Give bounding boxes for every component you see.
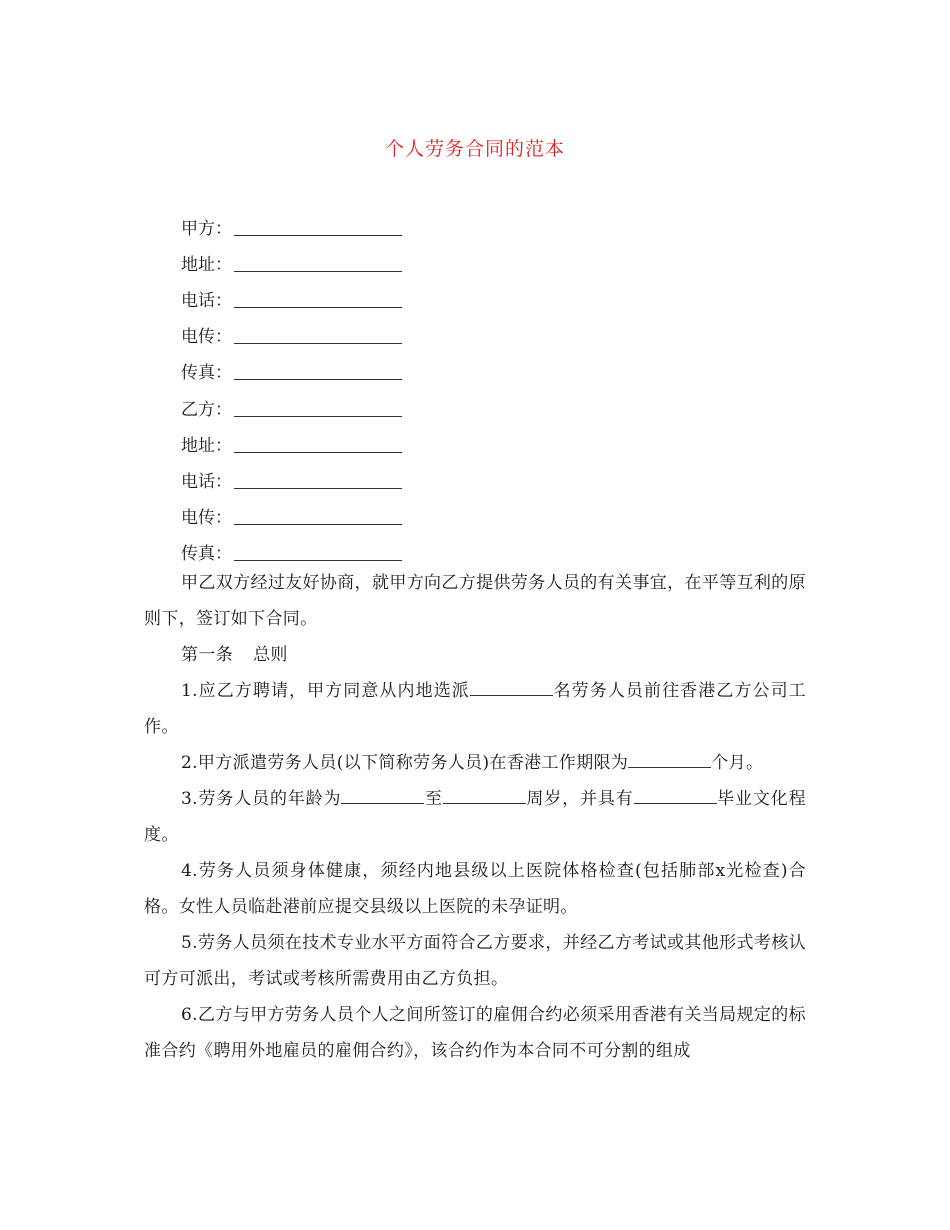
article-heading (144, 637, 806, 673)
blank-line (234, 257, 402, 272)
clause-5: 5.劳务人员须在技术专业水平方面符合乙方要求，并经乙方考试或其他形式考核认可方可派出，考试或考核所需费用由乙方负担。 (144, 933, 806, 989)
clause-text: 毕业文化程度。 (144, 789, 806, 845)
blank-line (443, 788, 526, 804)
party-a-phone-field (181, 280, 402, 316)
blank-line (234, 293, 402, 308)
clause-2 (144, 745, 806, 781)
party-a-telex-field (181, 317, 402, 353)
blank-line (341, 788, 424, 804)
blank-line (234, 510, 402, 525)
field-label: 传真： (181, 544, 232, 565)
contract-body (144, 565, 806, 1069)
blank-line (234, 329, 402, 344)
party-b-address-field (181, 425, 402, 461)
intro-paragraph: 甲乙双方经过友好协商，就甲方向乙方提供劳务人员的有关事宜，在平等互利的原则下，签订如下合同。 (144, 573, 806, 629)
document-title: 个人劳务合同的范本 (384, 138, 565, 160)
field-label: 电话： (181, 471, 232, 492)
party-b-name-field (181, 389, 402, 425)
blank-line (234, 221, 402, 236)
party-a-address-field (181, 244, 402, 280)
field-label: 地址： (181, 254, 232, 275)
party-b-phone-field (181, 461, 402, 497)
party-b-telex-field (181, 498, 402, 534)
article-name: 总则 (253, 645, 288, 665)
blank-line (234, 474, 402, 489)
article-number: 第一条 (181, 645, 234, 665)
clause-text: 至 (424, 789, 443, 809)
blank-line (234, 546, 402, 561)
field-label: 甲方： (181, 218, 232, 239)
blank-line (628, 752, 711, 768)
field-label: 电传： (181, 508, 232, 529)
field-label: 地址： (181, 435, 232, 456)
field-label: 乙方： (181, 399, 232, 420)
clause-text: 1.应乙方聘请，甲方同意从内地选派 (181, 681, 470, 701)
blank-line (234, 402, 402, 417)
blank-line (234, 438, 402, 453)
clause-text: 3.劳务人员的年龄为 (181, 789, 342, 809)
clause-1 (144, 673, 806, 745)
clause-3 (144, 781, 806, 853)
blank-line (470, 680, 553, 696)
party-a-name-field (181, 208, 402, 244)
clause-text: 周岁，并具有 (525, 789, 634, 809)
clause-text: 2.甲方派遣劳务人员(以下简称劳务人员)在香港工作期限为 (181, 753, 629, 773)
field-label: 电话： (181, 290, 232, 311)
clause-6: 6.乙方与甲方劳务人员个人之间所签订的雇佣合约必须采用香港有关当局规定的标准合约《聘用外地雇员的雇佣合约》，该合约作为本合同不可分割的组成 (144, 1005, 806, 1061)
clause-text: 个月。 (711, 753, 764, 773)
blank-line (234, 365, 402, 380)
clause-4: 4.劳务人员须身体健康，须经内地县级以上医院体格检查(包括肺部x光检查)合格。女性人员临赴港前应提交县级以上医院的未孕证明。 (144, 861, 806, 917)
field-label: 传真： (181, 363, 232, 384)
clause-text: 名劳务人员前往香港乙方公司工作。 (144, 681, 807, 737)
party-a-fax-field (181, 353, 402, 389)
field-label: 电传： (181, 327, 232, 348)
party-info-fields (181, 208, 402, 570)
blank-line (634, 788, 717, 804)
